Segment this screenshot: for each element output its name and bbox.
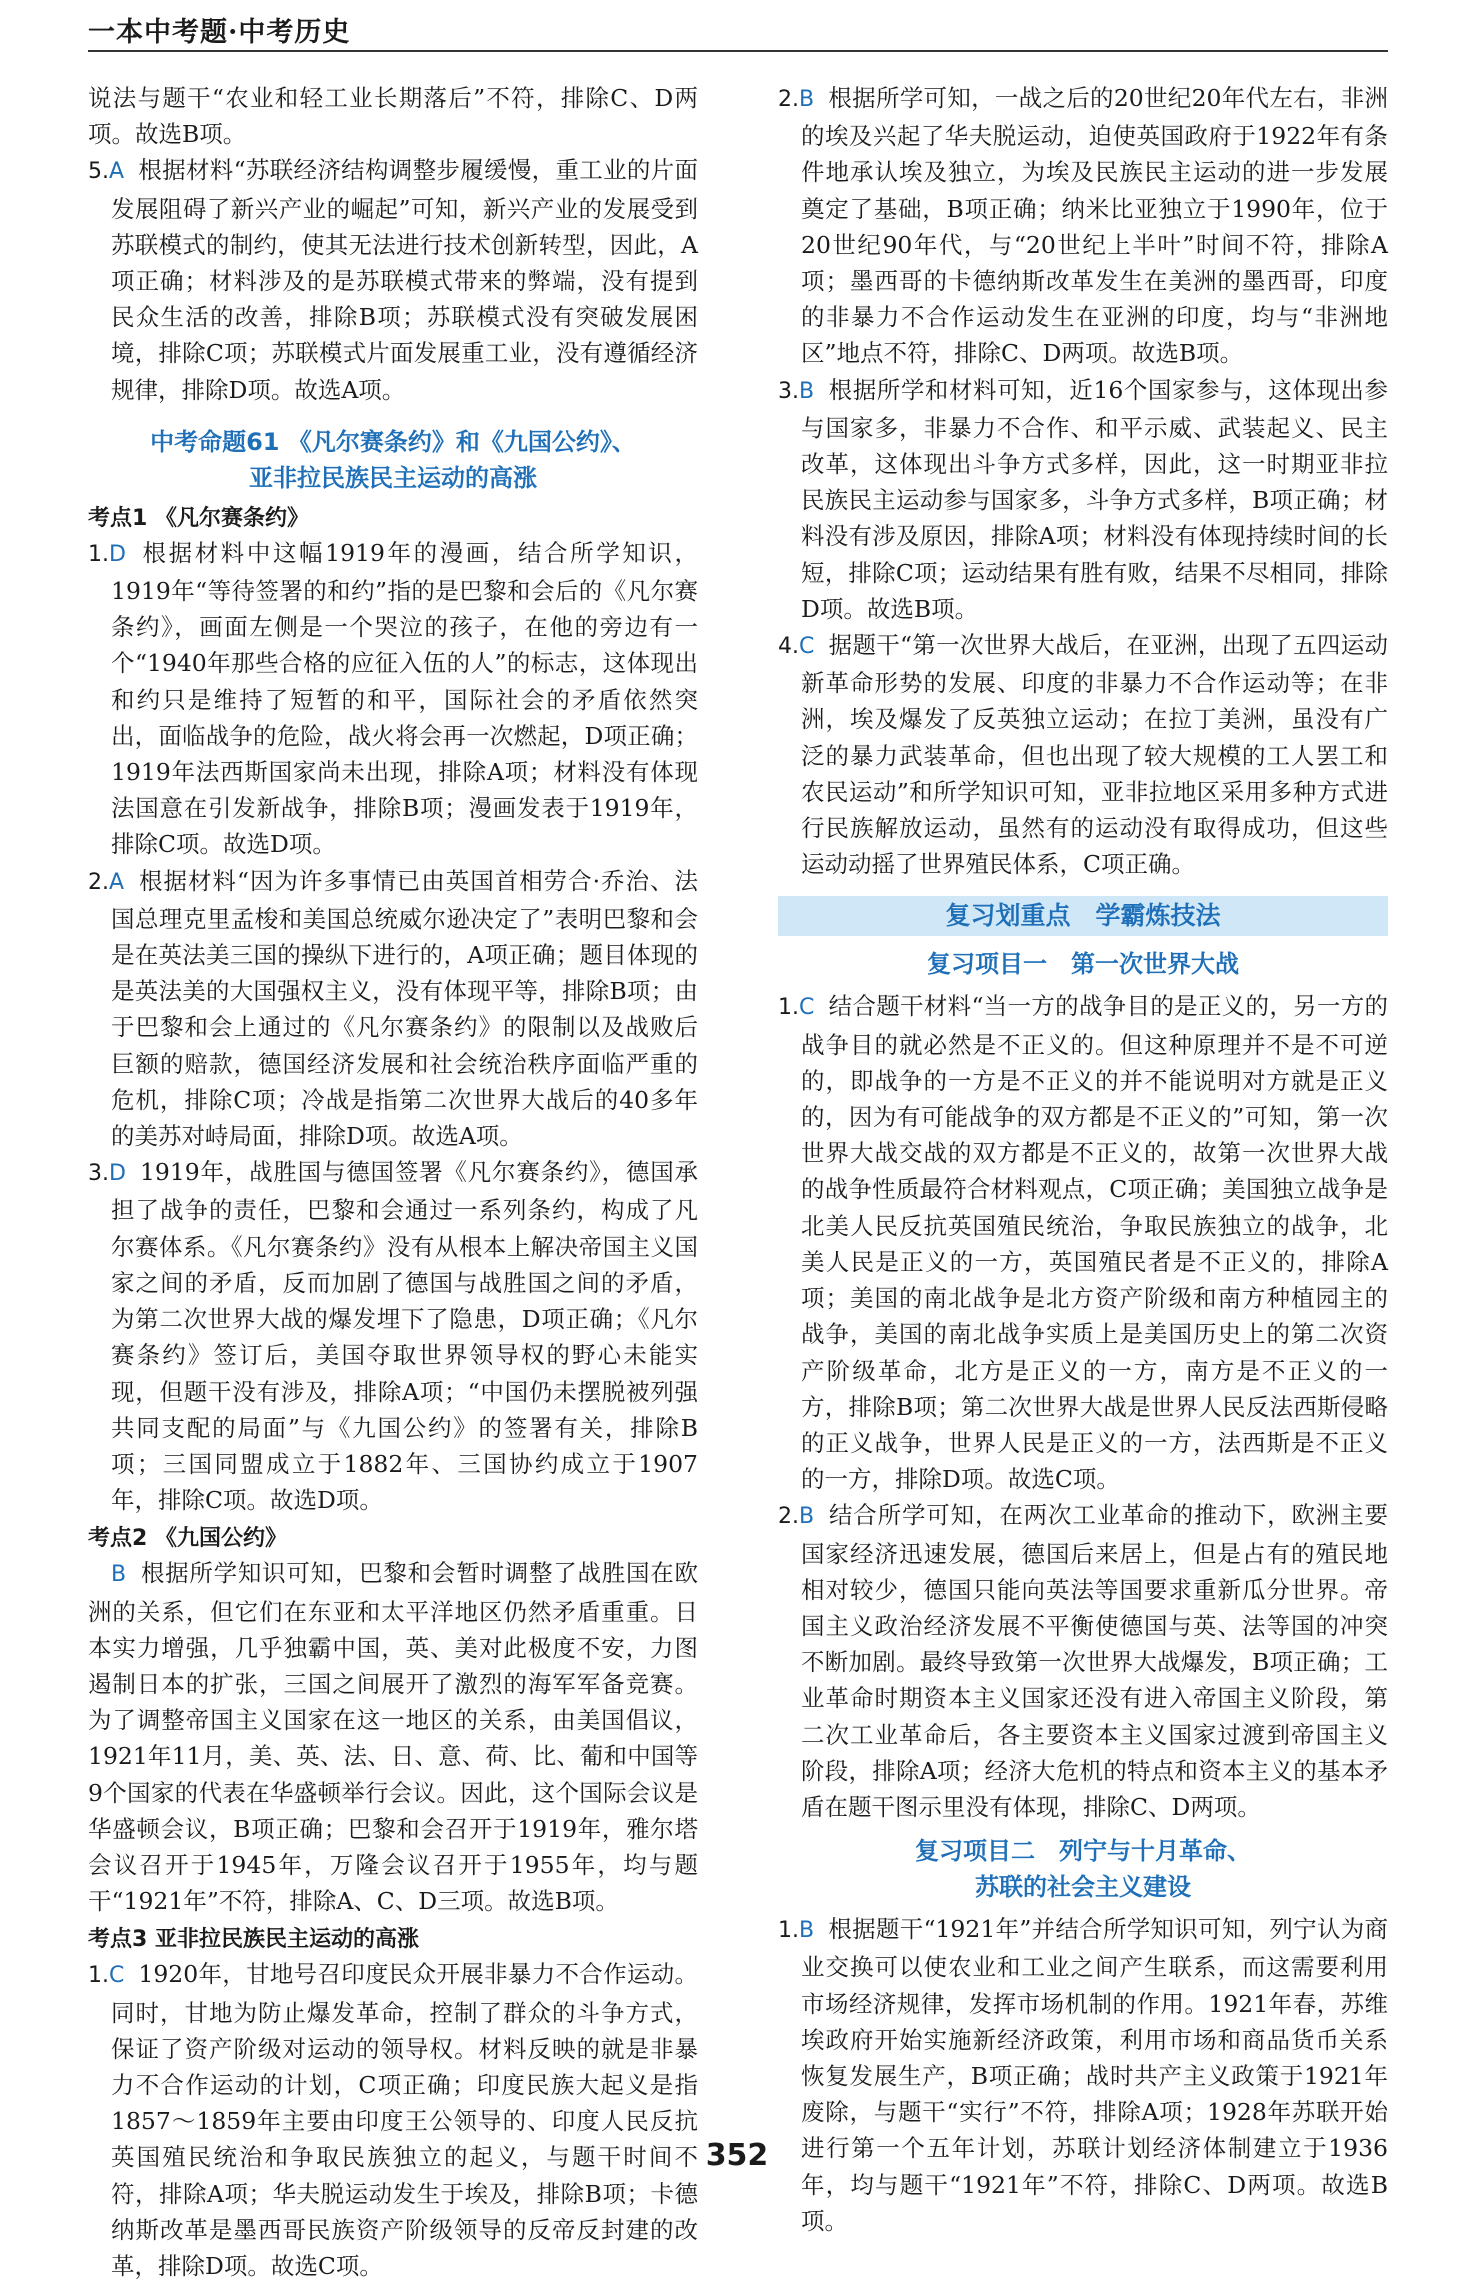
answer-item [778, 627, 1388, 882]
answer-text: 据题干“第一次世界大战后，在亚洲，出现了五四运动新革命形势的发展、印度的非暴力不合作运动等；在非洲，埃及爆发了反英独立运动；在拉丁美洲，虽没有广泛的暴力武装革命，但也出现了较大规模的工人罢工和农民运动”和所学知识可知，亚非拉地区采用多种方式进行民族解放运动，虽然有的运动没有取得成功，但这些运动动摇了世界殖民体系，C项正确。 [801, 631, 1388, 879]
answer-number: 2. [778, 87, 799, 112]
answer-number: 1. [88, 1963, 109, 1989]
continued-text: 说法与题干“农业和轻工业长期落后”不符，排除C、D两项。故选B项。 [88, 84, 698, 149]
answer-item [88, 535, 698, 863]
kaodian-heading: 考点3 亚非拉民族民主运动的高涨 [88, 1927, 419, 1953]
answer-letter: B [799, 87, 815, 112]
answer-text: 1919年，战胜国与德国签署《凡尔赛条约》，德国承担了战争的责任，巴黎和会通过一系列条约，构成了凡尔赛体系。《凡尔赛条约》没有从根本上解决帝国主义国家之间的矛盾，反而加剧了德国与战胜国之间的矛盾，为第二次世界大战的爆发埋下了隐患，D项正确；《凡尔赛条约》签订后，美国夺取世界领导权的野心未能实现，但题干没有涉及，排除A项；“中国仍未摆脱被列强共同支配的局面”与《九国公约》的签署有关，排除B项；三国同盟成立于1882年、三国协约成立于1907年，排除C项。故选D项。 [111, 1158, 698, 1515]
answer-letter: B [799, 1918, 815, 1944]
answer-number: 2. [88, 869, 109, 895]
answer-item [778, 80, 1388, 372]
answer-number: 3. [88, 1161, 109, 1187]
answer-item [778, 988, 1388, 1497]
answer-item [778, 1911, 1388, 2239]
answer-letter: D [109, 1161, 126, 1187]
answer-item [778, 372, 1388, 627]
answer-letter: B [799, 1504, 815, 1530]
answer-text: 结合所学可知，在两次工业革命的推动下，欧洲主要国家经济迅速发展，德国后来居上，但是占有的殖民地相对较少，德国只能向英法等国要求重新瓜分世界。帝国主义政治经济发展不平衡使德国与英、法等国的冲突不断加剧。最终导致第一次世界大战爆发，B项正确；工业革命时期资本主义国家还没有进入帝国主义阶段，第二次工业革命后，各主要资本主义国家过渡到帝国主义阶段，排除A项；经济大危机的特点和资本主义的基本矛盾在题干图示里没有体现，排除C、D两项。 [801, 1501, 1388, 1821]
answer-item [88, 1555, 698, 1919]
answer-number: 5. [88, 159, 109, 185]
answer-letter: B [799, 378, 815, 404]
answer-letter: D [109, 541, 126, 567]
answer-number: 4. [778, 634, 799, 660]
answer-number: 1. [778, 1918, 799, 1944]
answer-letter: A [109, 869, 125, 895]
topic-heading-line1: 中考命题61 《凡尔赛条约》和《九国公约》、 [150, 427, 636, 456]
answer-text: 结合题干材料“当一方的战争目的是正义的，另一方的战争目的就必然是不正义的。但这种原理并不是不可逆的，即战争的一方是不正义的并不能说明对方就是正义的，因为有可能战争的双方都是不正义的”可知，第一次世界大战交战的双方都是不正义的，故第一次世界大战的战争性质最符合材料观点，C项正确；美国独立战争是北美人民反抗英国殖民统治，争取民族独立的战争，北美人民是正义的一方，英国殖民者是不正义的，排除A项；美国的南北战争是北方资产阶级和南方种植园主的战争，美国的南北战争实质上是美国历史上的第二次资产阶级革命，北方是正义的一方，南方是不正义的一方，排除B项；第二次世界大战是世界人民反法西斯侵略的正义战争，世界人民是正义的一方，法西斯是不正义的一方，排除D项。故选C项。 [801, 992, 1388, 1494]
section-banner: 复习划重点 学霸炼技法 [778, 896, 1388, 936]
answer-letter: C [109, 1963, 125, 1989]
answer-text: 根据所学可知，一战之后的20世纪20年代左右，非洲的埃及兴起了华夫脱运动，迫使英国政府于1922年有条件地承认埃及独立，为埃及民族民主运动的进一步发展奠定了基础，B项正确；纳米比亚独立于1990年，位于20世纪90年代，与“20世纪上半叶”时间不符，排除A项；墨西哥的卡德纳斯改革发生在美洲的墨西哥，印度的非暴力不合作运动发生在亚洲的印度，均与“非洲地区”地点不符，排除C、D两项。故选B项。 [801, 84, 1388, 368]
answer-number: 1. [778, 995, 799, 1021]
answer-text: 根据所学知识可知，巴黎和会暂时调整了战胜国在欧洲的关系，但它们在东亚和太平洋地区仍然矛盾重重。日本实力增强，几乎独霸中国，英、美对此极度不安，力图遏制日本的扩张，三国之间展开了激烈的海军军备竞赛。为了调整帝国主义国家在这一地区的关系，由美国倡议，1921年11月，美、英、法、日、意、荷、比、葡和中国等9个国家的代表在华盛顿举行会议。因此，这个国际会议是华盛顿会议，B项正确；巴黎和会召开于1919年，雅尔塔会议召开于1945年，万隆会议召开于1955年，均与题干“1921年”不符，排除A、C、D三项。故选B项。 [88, 1559, 698, 1916]
topic-heading [88, 424, 698, 496]
review-project-heading-line1: 复习项目二 列宁与十月革命、 [915, 1837, 1251, 1866]
topic-heading-line2: 亚非拉民族民主运动的高涨 [249, 463, 537, 492]
answer-number: 1. [88, 541, 109, 567]
book-title: 一本中考题·中考历史 [88, 17, 351, 48]
answer-item [88, 152, 698, 407]
kaodian-heading: 考点1 《凡尔赛条约》 [88, 505, 309, 531]
answer-text: 根据材料“苏联经济结构调整步履缓慢，重工业的片面发展阻碍了新兴产业的崛起”可知，新兴产业的发展受到苏联模式的制约，使其无法进行技术创新转型，因此，A项正确；材料涉及的是苏联模式带来的弊端，没有提到民众生活的改善，排除B项；苏联模式没有突破发展困境，排除C项；苏联模式片面发展重工业，没有遵循经济规律，排除D项。故选A项。 [111, 156, 698, 404]
review-project-heading: 复习项目一 第一次世界大战 [927, 950, 1239, 979]
page-header [88, 10, 1388, 64]
answer-letter: C [799, 995, 815, 1021]
answer-number: 2. [778, 1504, 799, 1530]
answer-text: 1920年，甘地号召印度民众开展非暴力不合作运动。同时，甘地为防止爆发革命，控制了群众的斗争方式，保证了资产阶级对运动的领导权。材料反映的就是非暴力不合作运动的计划，C项正确；印度民族大起义是指1857～1859年主要由印度王公领导的、印度人民反抗英国殖民统治和争取民族独立的起义，与题干时间不符，排除A项；华夫脱运动发生于埃及，排除B项；卡德纳斯改革是墨西哥民族资产阶级领导的反帝反封建的改革，排除D项。故选C项。 [111, 1960, 698, 2280]
review-project-heading-line2: 苏联的社会主义建设 [975, 1873, 1191, 1902]
answer-text: 根据所学和材料可知，近16个国家参与，这体现出参与国家多，非暴力不合作、和平示威、武装起义、民主改革，这体现出斗争方式多样，因此，这一时期亚非拉民族民主运动参与国家多，斗争方式多样，B项正确；材料没有涉及原因，排除A项；材料没有体现持续时间的长短，排除C项；运动结果有胜有败，结果不尽相同，排除D项。故选B项。 [801, 375, 1388, 623]
right-column [778, 80, 1388, 2239]
answer-letter: C [799, 634, 815, 660]
review-project-heading [778, 1833, 1388, 1905]
answer-text: 根据材料中这幅1919年的漫画，结合所学知识，1919年“等待签署的和约”指的是巴黎和会后的《凡尔赛条约》，画面左侧是一个哭泣的孩子，在他的旁边有一个“1940年那些合格的应征入伍的人”的标志，这体现出和约只是维持了短暂的和平，国际社会的矛盾依然突出，面临战争的危险，战火将会再一次燃起，D项正确；1919年法西斯国家尚未出现，排除A项；材料没有体现法国意在引发新战争，排除B项；漫画发表于1919年，排除C项。故选D项。 [111, 538, 698, 859]
page-number: 352 [705, 2138, 769, 2173]
kaodian-heading: 考点2 《九国公约》 [88, 1526, 287, 1552]
answer-item [88, 1956, 698, 2284]
answer-item [88, 1154, 698, 1518]
answer-item [778, 1497, 1388, 1825]
answer-letter: B [111, 1562, 127, 1588]
answer-number: 3. [778, 378, 799, 404]
answer-text: 根据题干“1921年”并结合所学知识可知，列宁认为商业交换可以使农业和工业之间产生联系，而这需要利用市场经济规律，发挥市场机制的作用。1921年春，苏维埃政府开始实施新经济政策，利用市场和商品货币关系恢复发展生产，B项正确；战时共产主义政策于1921年废除，与题干“实行”不符，排除A项；1928年苏联开始进行第一个五年计划，苏联计划经济体制建立于1936年，均与题干“1921年”不符，排除C、D两项。故选B项。 [801, 1915, 1388, 2235]
answer-letter: A [109, 159, 125, 185]
answer-text: 根据材料“因为许多事情已由英国首相劳合·乔治、法国总理克里孟梭和美国总统威尔逊决定了”表明巴黎和会是在英法美三国的操纵下进行的，A项正确；题目体现的是英法美的大国强权主义，没有体现平等，排除B项；由于巴黎和会上通过的《凡尔赛条约》的限制以及战败后巨额的赔款，德国经济发展和社会统治秩序面临严重的危机，排除C项；冷战是指第二次世界大战后的40多年的美苏对峙局面，排除D项。故选A项。 [111, 866, 698, 1151]
left-column [88, 80, 698, 2284]
answer-item [88, 863, 698, 1155]
header-rule [88, 50, 1388, 52]
